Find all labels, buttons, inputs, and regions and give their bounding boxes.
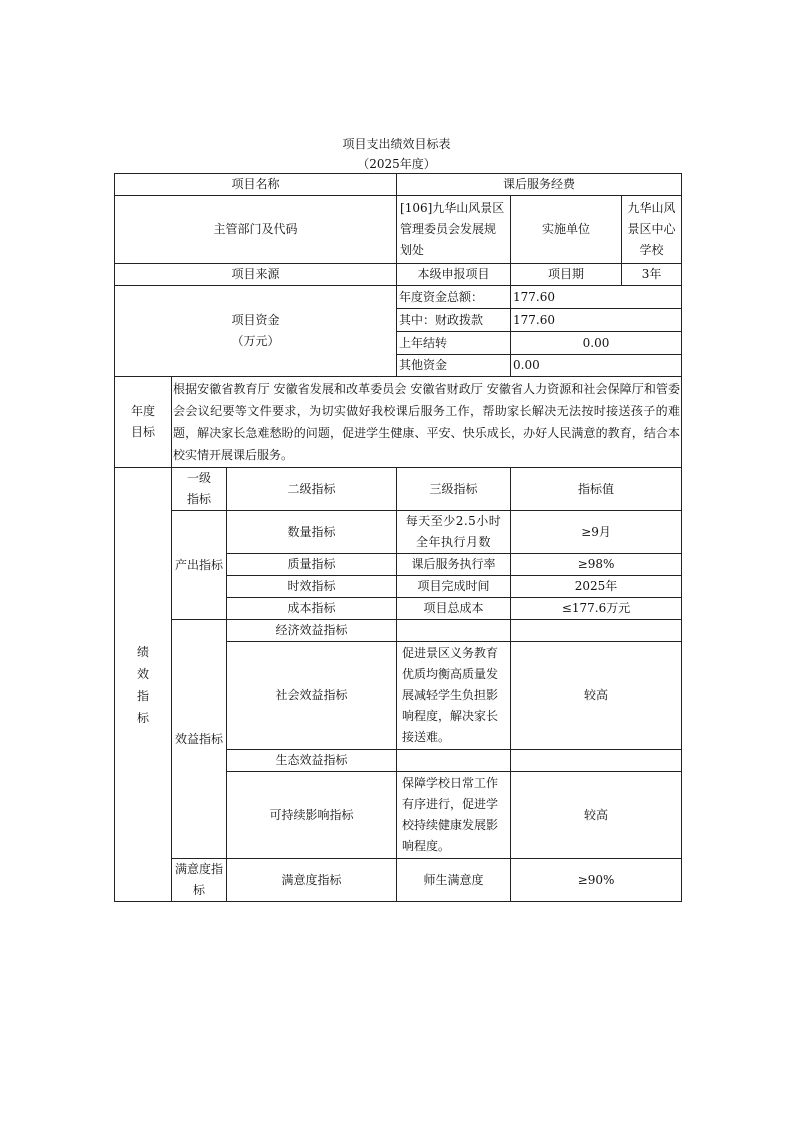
benefit-level3-line: 校持续健康发展影 <box>402 818 499 832</box>
output-value: ≥9月 <box>511 511 682 554</box>
benefit-value <box>511 750 682 772</box>
benefit-level3-line: 响程度，解决家长 <box>402 709 499 723</box>
funds-label-line2: （万元） <box>231 334 280 348</box>
output-level3 <box>397 511 511 554</box>
output-level2: 数量指标 <box>227 511 397 554</box>
row-funds-total <box>115 286 682 309</box>
benefit-level3 <box>397 642 511 750</box>
goal-label-line1: 年度 <box>130 404 155 418</box>
funds-carry-label: 上年结转 <box>397 332 511 355</box>
header-level1-line2: 指标 <box>186 492 211 506</box>
row-benefit-economic <box>115 620 682 642</box>
benefit-value: 较高 <box>511 772 682 859</box>
output-level2: 时效指标 <box>227 576 397 598</box>
output-level3-line1: 每天至少2.5小时 <box>405 514 502 528</box>
period-value: 3年 <box>622 264 682 286</box>
funds-label-line1: 项目资金 <box>231 313 280 327</box>
funds-fiscal-label: 其中：财政拨款 <box>397 309 511 332</box>
funds-total-value: 177.60 <box>511 286 682 309</box>
impl-label: 实施单位 <box>511 196 622 264</box>
benefit-level2: 可持续影响指标 <box>227 772 397 859</box>
benefit-level3 <box>397 750 511 772</box>
funds-total-label: 年度资金总额： <box>397 286 511 309</box>
source-label: 项目来源 <box>115 264 397 286</box>
source-value: 本级申报项目 <box>397 264 511 286</box>
header-level1 <box>172 468 227 511</box>
header-value: 指标值 <box>511 468 682 511</box>
satisfaction-label-line2: 标 <box>192 883 205 897</box>
side-char-1: 绩 <box>136 644 149 659</box>
satisfaction-value: ≥90% <box>511 859 682 902</box>
benefit-level3-line: 优质均衡高质量发 <box>402 667 499 681</box>
benefit-level3 <box>397 620 511 642</box>
header-level2: 二级指标 <box>227 468 397 511</box>
funds-other-value: 0.00 <box>511 355 682 377</box>
row-satisfaction <box>115 859 682 902</box>
output-level2: 质量指标 <box>227 554 397 576</box>
output-level3: 课后服务执行率 <box>397 554 511 576</box>
project-name-value: 课后服务经费 <box>397 174 682 196</box>
output-value: ≥98% <box>511 554 682 576</box>
benefit-level3 <box>397 772 511 859</box>
benefit-level3-line: 保障学校日常工作 <box>402 776 499 790</box>
period-label: 项目期 <box>511 264 622 286</box>
row-output-quantity <box>115 511 682 554</box>
benefit-level2: 社会效益指标 <box>227 642 397 750</box>
side-char-2: 效 <box>136 666 149 681</box>
dept-value: [106]九华山风景区管理委员会发展规划处 <box>397 196 511 264</box>
side-char-4: 标 <box>136 710 149 725</box>
row-indicator-header <box>115 468 682 511</box>
benefit-level2: 经济效益指标 <box>227 620 397 642</box>
impl-value: 九华山风景区中心学校 <box>622 196 682 264</box>
benefit-level3-line: 响程度。 <box>402 839 451 853</box>
output-label: 产出指标 <box>172 511 227 620</box>
side-char-3: 指 <box>136 688 149 703</box>
row-annual-goal <box>115 377 682 468</box>
satisfaction-label-line1: 满意度指 <box>174 862 223 876</box>
benefit-level3-line: 接送难。 <box>402 730 451 744</box>
satisfaction-label <box>172 859 227 902</box>
funds-fiscal-value: 177.60 <box>511 309 682 332</box>
dept-label: 主管部门及代码 <box>115 196 397 264</box>
output-level3-line2: 全年执行月数 <box>416 535 492 549</box>
funds-label <box>115 286 397 377</box>
benefit-value <box>511 620 682 642</box>
benefit-level3-line: 促进景区义务教育 <box>402 646 499 660</box>
project-name-label: 项目名称 <box>115 174 397 196</box>
row-source <box>115 264 682 286</box>
benefit-level3-line: 有序进行，促进学 <box>402 797 499 811</box>
goal-label-line2: 目标 <box>130 425 155 439</box>
output-level3: 项目完成时间 <box>397 576 511 598</box>
output-level3: 项目总成本 <box>397 598 511 620</box>
benefit-label: 效益指标 <box>172 620 227 859</box>
benefit-level2: 生态效益指标 <box>227 750 397 772</box>
indicator-side-label <box>115 468 172 902</box>
table-subtitle: （2025年度） <box>357 157 436 171</box>
benefit-value: 较高 <box>511 642 682 750</box>
performance-goal-table <box>114 173 682 902</box>
output-value: 2025年 <box>511 576 682 598</box>
satisfaction-level2: 满意度指标 <box>227 859 397 902</box>
header-level1-line1: 一级 <box>186 471 211 485</box>
output-value: ≤177.6万元 <box>511 598 682 620</box>
satisfaction-level3: 师生满意度 <box>397 859 511 902</box>
row-department <box>115 196 682 264</box>
benefit-level3-line: 展减轻学生负担影 <box>402 688 499 702</box>
goal-text: 根据安徽省教育厅 安徽省发展和改革委员会 安徽省财政厅 安徽省人力资源和社会保障厅和管委会会议纪要等文件要求，为切实做好我校课后服务工作，帮助家长解决无法按时接送孩子的难题，解决家长急难愁盼的问题，促进学生健康、平安、快乐成长，办好人民满意的教育，结合本校实情开展课后服务。 <box>172 377 682 468</box>
table-title: 项目支出绩效目标表 <box>342 137 451 151</box>
funds-other-label: 其他资金 <box>397 355 511 377</box>
funds-carry-value: 0.00 <box>511 332 682 355</box>
row-project-name <box>115 174 682 196</box>
output-level2: 成本指标 <box>227 598 397 620</box>
goal-label <box>115 377 172 468</box>
header-level3: 三级指标 <box>397 468 511 511</box>
